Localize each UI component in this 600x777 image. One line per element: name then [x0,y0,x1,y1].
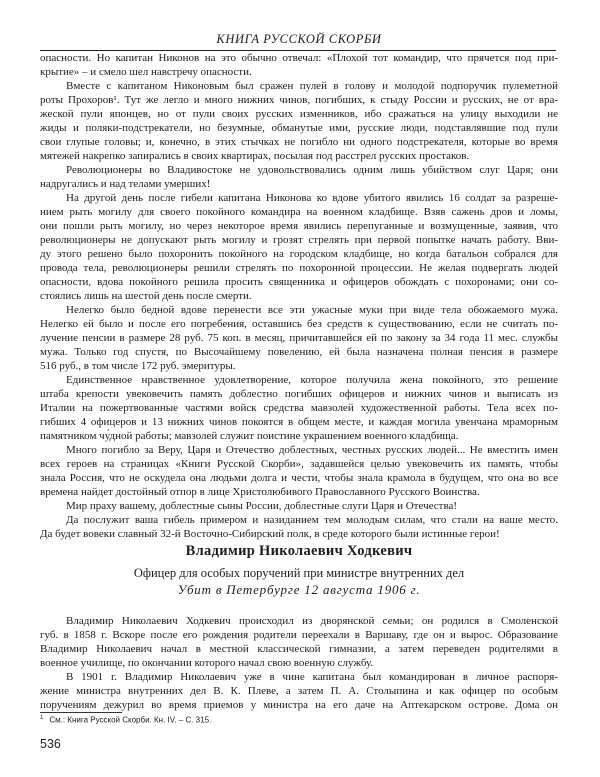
text-line: крытие» – и смело шел навстречу опасности. [40,66,252,78]
text-line: ду этого решено было похоронить покойного на городском кладбище, но когда батальон собрался для [40,248,558,260]
article-title: Владимир Николаевич Ходкевич [185,543,413,559]
paragraph [40,513,558,541]
paragraph [40,51,558,79]
text-line: поручениям дежурил во время приемов у министра на его даче на Аптекарском острове. Дома он [40,699,558,711]
text-line: губ. в 1858 г. Вскоре после его рождения родители переехали в Варшаву, где он и вырос. Образование [40,629,558,641]
text-line: Мир праху вашему, доблестные сыны России, доблестные слуги Царя и Отечества! [66,500,458,512]
text-line: Да послужит ваша гибель примером и назиданием тем молодым силам, что стали на ваше место. [66,514,558,526]
paragraph [40,303,558,373]
article-death-date: Убит в Петербурге 12 августа 1906 г. [177,582,421,597]
text-line: Владимир Николаевич начал в местной классической гимназии, а затем переведен родителями в [40,643,558,655]
text-line: жение министра внутренних дел В. К. Плеве, а затем П. А. Столыпина и как офицер по особым [40,685,558,697]
page-number: 536 [40,737,61,751]
text-line: провода тела, революционеры решили стрелять по похоронной процессии. Не желая подвергать людей [40,262,558,274]
text-line: Италии на пожертвованные частями войск средства мавзолей художественной работы. Тела всех по- [40,402,558,414]
text-line: 516 руб., в том числе 172 руб. эмеритуры. [40,360,236,372]
text-line: нием рыть могилу для своего покойного командира на военном кладбище. Взяв сажень дров и ломы, [40,206,558,218]
text-line: времена найдет достойный отпор в лице Христолюбивого Православного Русского Воинства. [40,486,480,498]
text-line: роты Прохоров¹. Тут же легло и много нижних чинов, погибших, к стыду России и русских, не от вра- [40,94,558,106]
text-line: Много погибло за Веру, Царя и Отечество доблестных, честных русских людей... Не вместить имен [66,444,558,456]
text-line: Революционеры во Владивостоке не удовольствовались одним лишь убийством слуг Царя; они [66,164,558,176]
footnote-text: См.: Книга Русской Скорби. Кн. IV. – С. 315. [49,715,212,725]
footnote-rule [40,712,122,713]
text-line: Нелегко было бедной вдове перенести все эти ужасные муки при виде тела обожаемого мужа. [66,304,558,316]
running-head: КНИГА РУССКОЙ СКОРБИ [216,32,382,46]
text-line: На другой день после гибели капитана Никонова ко вдове убитого явились 16 солдат за разреше- [66,192,558,204]
text-line: мятежей накрепко запирались в своих квартирах, посылая под расстрел русских простаков. [40,150,470,162]
text-line: мужа. Только год спустя, по Высочайшему повелению, ей была назначена полная пенсия в размере [40,346,558,358]
text-line: Нелегко ей было и после его погребения, оставшись без средств к существованию, если не считать по- [40,318,558,330]
paragraph [40,79,558,163]
paragraph [40,443,558,499]
text-line: штаба крепости увековечить память доблестно погибших офицеров и нижних чинов и выписать из [40,388,558,400]
text-line: опасности. Но капитан Никонов на это обычно отвечал: «Плохой тот командир, что прячется под при- [40,52,558,64]
text-line: В 1901 г. Владимир Николаевич уже в чине капитана был командирован в личное распоря- [66,671,558,683]
text-line: военное училище, по окончании которого начал свою военную службу. [40,657,374,669]
paragraph [40,163,558,191]
footnote [40,715,211,725]
paragraph [40,614,558,670]
text-line: лучение пенсии в размере 28 руб. 75 коп. в месяц, причитавшейся ей по закону за 34 года 11 мес. службы [40,332,558,344]
paragraph [40,670,558,712]
article-subtitle: Офицер для особых поручений при министре внутренних дел [133,566,465,580]
text-line: знала Россия, что не оскудела она людьми долга и чести, чтобы знала крамола в будущем, что она во все [40,472,558,484]
footnote-marker: 1 [40,715,44,721]
text-line: Вместе с капитаном Никоновым был сражен пулей в голову и молодой подпоручик пулеметной [66,80,558,92]
text-line: революционеры не допускают рыть могилу и грозят стрелять при первой попытке начать работу. Вви- [40,234,558,246]
text-section-1 [40,51,558,541]
text-line: Единственное нравственное удовлетворение, которое получила жена покойного, это решение [66,374,558,386]
text-line: гибших 4 офицеров и 13 нижних чинов покоятся в общем месте, и каждая могила увенчана мраморным [40,416,558,428]
paragraph [40,499,558,513]
text-line: жиды и поляки-подстрекатели, но безумные, обманутые ими, русские люди, подставлявшие под пули [40,122,558,134]
text-line: памятником чу́дной работы; мавзолей служит поистине украшением военного кладбища. [40,430,459,442]
text-line: надругались и над телами умерших! [40,178,211,190]
paragraph [40,191,558,303]
text-line: свои глупые головы; и, конечно, в этих стычках не погибло ни одного подстрекателя, которые во время [40,136,558,148]
text-line: они пошли рыть могилу, но через некоторое время явились перепуганные и возмущенные, заявив, что [40,220,558,232]
text-line: опасности, вдова покойного решила просить священника и офицеров обождать с похоронами; они со- [40,276,558,288]
text-line: жеской пули японцев, но от пули своих русских изменников, ибо сражаться на улицу выходили не [40,108,558,120]
text-section-2 [40,614,558,712]
text-line: Владимир Николаевич Ходкевич происходил из дворянской семьи; он родился в Смоленской [66,615,558,627]
text-line: Да будет вовеки славный 32-й Восточно-Сибирский полк, в среде которого были истинные герои! [40,528,500,540]
text-line: всех героев на страницах «Книги Русской Скорби», задавшейся целью увековечить их память, чтобы [40,458,558,470]
text-line: стоялись лишь на шестой день после смерти. [40,290,252,302]
paragraph [40,373,558,443]
